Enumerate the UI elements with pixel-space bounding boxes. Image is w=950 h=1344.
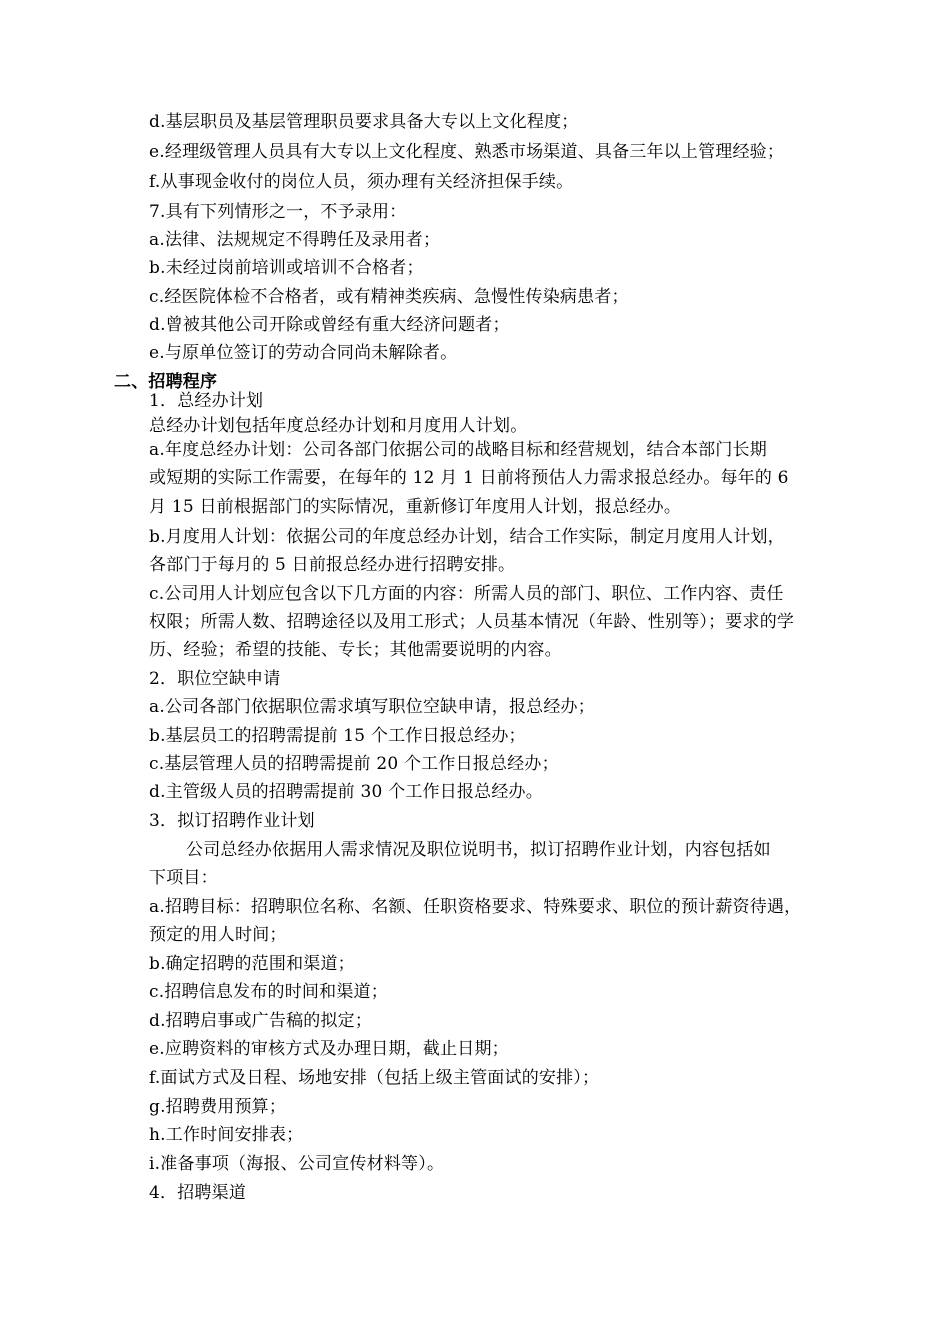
text-line: e.应聘资料的审核方式及办理日期，截止日期； xyxy=(149,1039,509,1059)
subsection-title: 4．招聘渠道 xyxy=(149,1183,247,1203)
text-line: 或短期的实际工作需要，在每年的 12 月 1 日前将预估人力需求报总经办。每年的 6 xyxy=(149,468,789,488)
text-line: 7.具有下列情形之一，不予录用： xyxy=(149,202,407,222)
text-line: 历、经验；希望的技能、专长；其他需要说明的内容。 xyxy=(149,640,562,660)
text-line: b.基层员工的招聘需提前 15 个工作日报总经办； xyxy=(149,726,526,746)
text-line: g.招聘费用预算； xyxy=(149,1097,287,1117)
text-line: 总经办计划包括年度总经办计划和月度用人计划。 xyxy=(149,416,528,436)
text-line: e.与原单位签订的劳动合同尚未解除者。 xyxy=(149,343,458,363)
text-line: a.法律、法规规定不得聘任及录用者； xyxy=(149,230,441,250)
text-line: d.主管级人员的招聘需提前 30 个工作日报总经办。 xyxy=(149,782,543,802)
text-line: d.招聘启事或广告稿的拟定； xyxy=(149,1011,373,1031)
text-line: f.面试方式及日程、场地安排（包括上级主管面试的安排）； xyxy=(149,1068,600,1088)
text-line: a.公司各部门依据职位需求填写职位空缺申请，报总经办； xyxy=(149,697,595,717)
text-line: c.公司用人计划应包含以下几方面的内容：所需人员的部门、职位、工作内容、责任 xyxy=(149,584,784,604)
text-line: b.月度用人计划：依据公司的年度总经办计划，结合工作实际，制定月度用人计划， xyxy=(149,527,785,547)
section-heading: 二、招聘程序 xyxy=(114,372,218,392)
text-line: d.基层职员及基层管理职员要求具备大专以上文化程度； xyxy=(149,112,579,132)
text-line: c.经医院体检不合格者，或有精神类疾病、急慢性传染病患者； xyxy=(149,287,629,307)
text-line: c.招聘信息发布的时间和渠道； xyxy=(149,982,388,1002)
subsection-title: 3．拟订招聘作业计划 xyxy=(149,811,315,831)
text-line: d.曾被其他公司开除或曾经有重大经济问题者； xyxy=(149,315,510,335)
text-line: 下项目： xyxy=(149,868,218,888)
text-line: i.准备事项（海报、公司宣传材料等）。 xyxy=(149,1154,445,1174)
text-line: f.从事现金收付的岗位人员，须办理有关经济担保手续。 xyxy=(149,172,574,192)
text-line: 公司总经办依据用人需求情况及职位说明书，拟订招聘作业计划，内容包括如 xyxy=(186,840,771,860)
text-line: b.确定招聘的范围和渠道； xyxy=(149,954,355,974)
text-line: 月 15 日前根据部门的实际情况，重新修订年度用人计划，报总经办。 xyxy=(149,497,682,517)
text-line: 权限；所需人数、招聘途径以及用工形式；人员基本情况（年龄、性别等）；要求的学 xyxy=(149,612,795,632)
text-line: b.未经过岗前培训或培训不合格者； xyxy=(149,258,424,278)
text-line: a.招聘目标：招聘职位名称、名额、任职资格要求、特殊要求、职位的预计薪资待遇， xyxy=(149,897,802,917)
subsection-title: 1．总经办计划 xyxy=(149,391,264,411)
subsection-title: 2．职位空缺申请 xyxy=(149,669,281,689)
text-line: e.经理级管理人员具有大专以上文化程度、熟悉市场渠道、具备三年以上管理经验； xyxy=(149,142,785,162)
text-line: h.工作时间安排表； xyxy=(149,1125,304,1145)
text-line: c.基层管理人员的招聘需提前 20 个工作日报总经办； xyxy=(149,754,559,774)
text-line: 预定的用人时间； xyxy=(149,925,287,945)
text-line: 各部门于每月的 5 日前报总经办进行招聘安排。 xyxy=(149,555,516,575)
text-line: a.年度总经办计划：公司各部门依据公司的战略目标和经营规划，结合本部门长期 xyxy=(149,440,767,460)
